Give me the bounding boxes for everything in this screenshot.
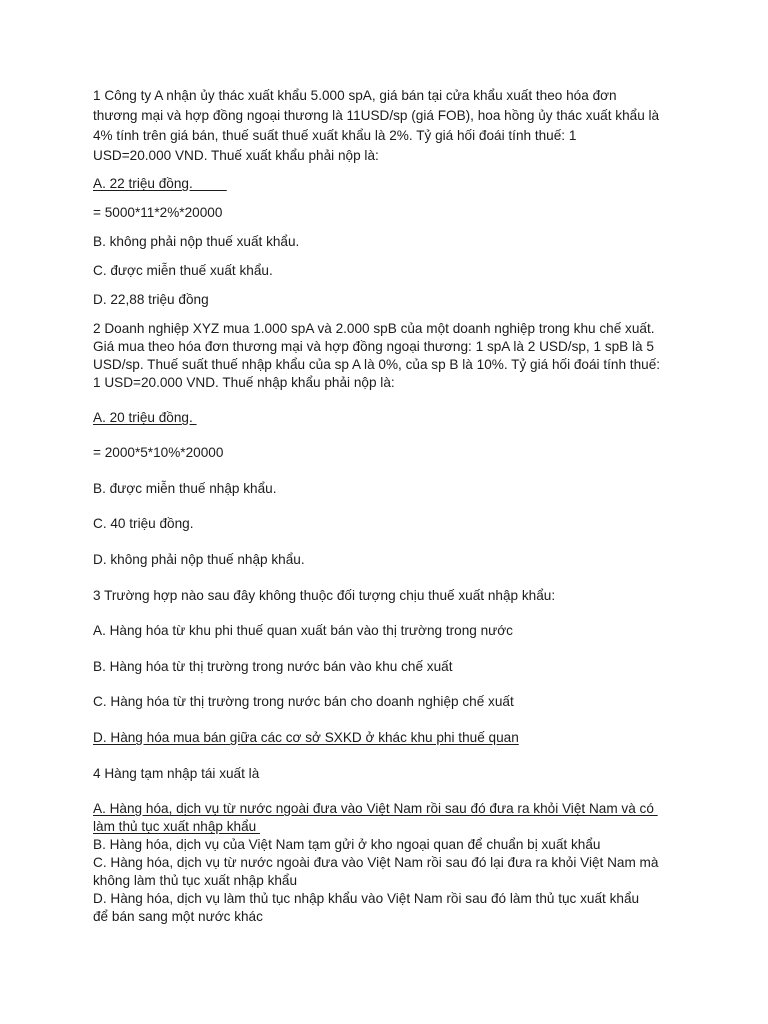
q1-stem-line-2: thương mại và hợp đồng ngoại thương là 11USD/sp (giá FOB), hoa hồng ủy thác xuất khẩu là [93,108,660,123]
q4-answer-c-line-2: không làm thủ tục xuất nhập khẩu [93,873,298,888]
q4-stem: 4 Hàng tạm nhập tái xuất là [93,766,260,781]
q1-stem-line-3: 4% tính trên giá bán, thuế suất thuế xuất khẩu là 2%. Tỷ giá hối đoái tính thuế: 1 [93,128,577,143]
q2-stem-line-2: Giá mua theo hóa đơn thương mại và hợp đồng ngoại thương: 1 spA là 2 USD/sp, 1 spB là 5 [93,339,654,354]
q4-answer-b: B. Hàng hóa, dịch vụ của Việt Nam tạm gửi ở kho ngoại quan để chuẩn bị xuất khẩu [93,837,601,852]
q2-answer-c: C. 40 triệu đồng. [93,516,194,531]
q2-answer-d: D. không phải nộp thuế nhập khẩu. [93,552,305,567]
q2-stem-line-3: USD/sp. Thuế suất thuế nhập khẩu của sp A là 0%, của sp B là 10%. Tỷ giá hối đoái tính thuế: [93,357,661,372]
q1-stem-line-1: 1 Công ty A nhận ủy thác xuất khẩu 5.000 spA, giá bán tại cửa khẩu xuất theo hóa đơn [93,88,617,103]
q3-answer-b: B. Hàng hóa từ thị trường trong nước bán vào khu chế xuất [93,659,453,674]
q2-answer-b: B. được miễn thuế nhập khẩu. [93,481,277,496]
q3-answer-d: D. Hàng hóa mua bán giữa các cơ sở SXKD ở khác khu phi thuế quan [93,730,519,745]
q4-answer-d-line-2: để bán sang một nước khác [93,909,263,924]
q1-answer-c: C. được miễn thuế xuất khẩu. [93,263,273,278]
q2-calculation: = 2000*5*10%*20000 [93,445,224,460]
q1-calculation: = 5000*11*2%*20000 [93,205,223,220]
q2-stem-line-4: 1 USD=20.000 VND. Thuế nhập khẩu phải nộp là: [93,375,395,390]
q3-answer-c: C. Hàng hóa từ thị trường trong nước bán cho doanh nghiệp chế xuất [93,694,514,709]
q3-answer-a: A. Hàng hóa từ khu phi thuế quan xuất bán vào thị trường trong nước [93,623,513,638]
q1-answer-a: A. 22 triệu đồng. [93,176,227,191]
q4-answer-d-line-1: D. Hàng hóa, dịch vụ làm thủ tục nhập khẩu vào Việt Nam rồi sau đó làm thủ tục xuất khẩu [93,891,640,906]
q4-answer-a-line-1: A. Hàng hóa, dịch vụ từ nước ngoài đưa vào Việt Nam rồi sau đó đưa ra khỏi Việt Nam và có [93,801,658,816]
q3-stem: 3 Trường hợp nào sau đây không thuộc đối tượng chịu thuế xuất nhập khẩu: [93,588,556,603]
q1-stem-line-4: USD=20.000 VND. Thuế xuất khẩu phải nộp là: [93,148,379,163]
q2-stem-line-1: 2 Doanh nghiệp XYZ mua 1.000 spA và 2.000 spB của một doanh nghiệp trong khu chế xuất. [93,321,655,336]
q1-answer-d: D. 22,88 triệu đồng [93,292,209,307]
q2-answer-a: A. 20 triệu đồng. [93,410,197,425]
q4-answer-c-line-1: C. Hàng hóa, dịch vụ từ nước ngoài đưa vào Việt Nam rồi sau đó lại đưa ra khỏi Việt Nam mà [93,855,659,870]
q1-answer-b: B. không phải nộp thuế xuất khẩu. [93,234,300,249]
q4-answer-a-line-2: làm thủ tục xuất nhập khẩu [93,819,261,834]
